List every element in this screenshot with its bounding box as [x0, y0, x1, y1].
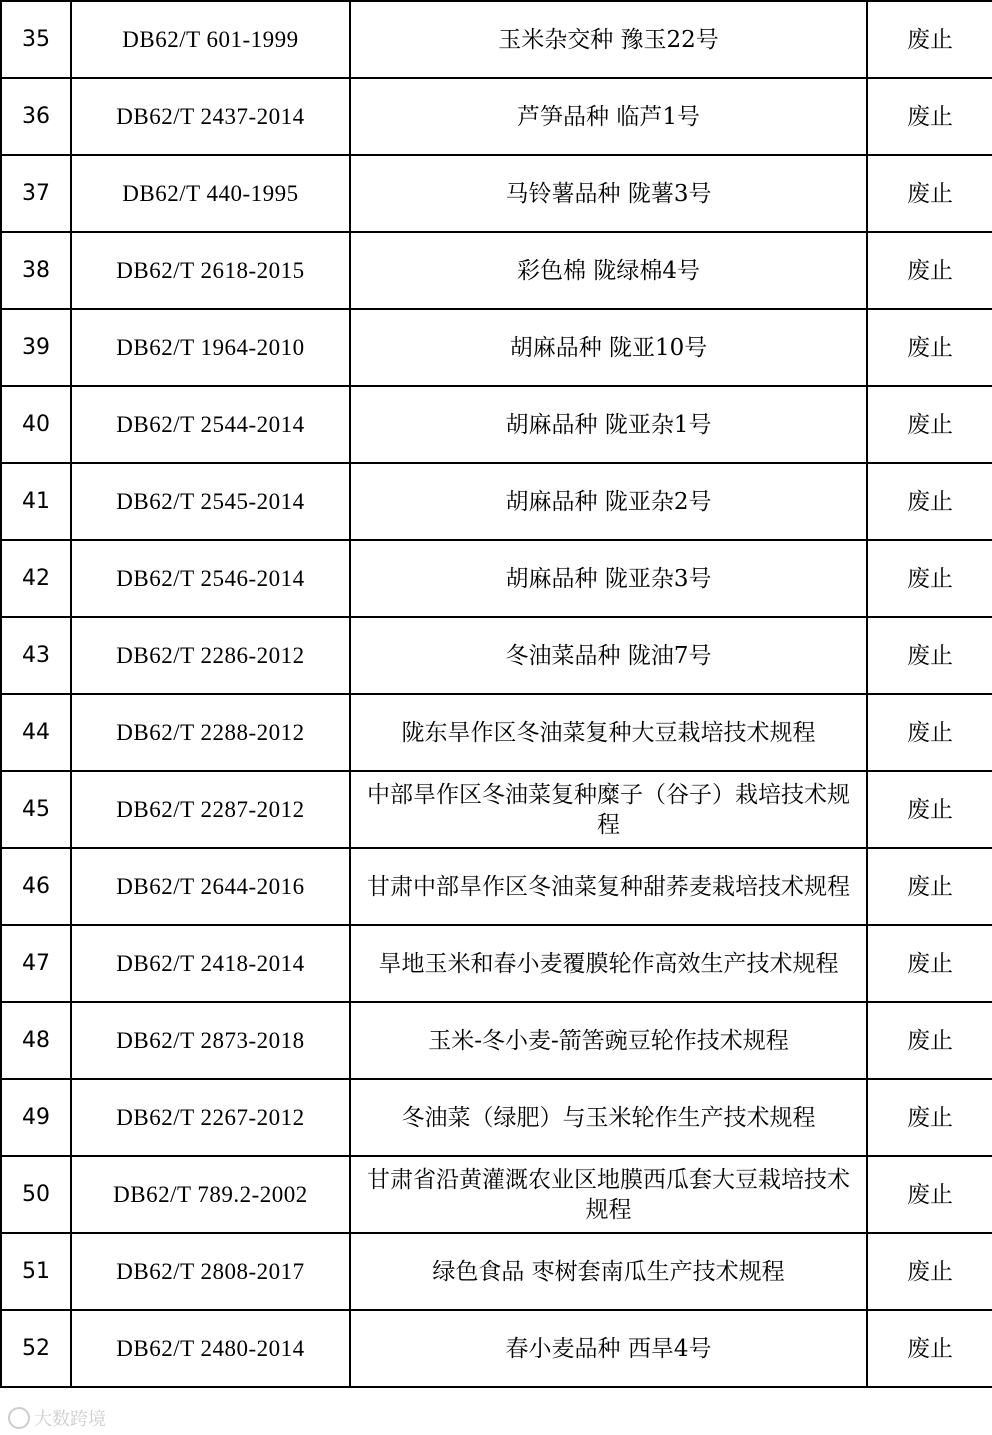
standard-code-cell: DB62/T 2267-2012 — [71, 1079, 350, 1156]
status-cell: 废止 — [867, 309, 992, 386]
standard-name-cell: 玉米杂交种 豫玉22号 — [350, 1, 867, 78]
table-row — [1, 694, 992, 771]
table-row — [1, 1002, 992, 1079]
status-cell: 废止 — [867, 1310, 992, 1387]
status-cell: 废止 — [867, 232, 992, 309]
row-number-cell: 49 — [1, 1079, 71, 1156]
standard-code-cell: DB62/T 2437-2014 — [71, 78, 350, 155]
standard-code-cell: DB62/T 2545-2014 — [71, 463, 350, 540]
row-number-cell: 35 — [1, 1, 71, 78]
standard-name-cell: 甘肃省沿黄灌溉农业区地膜西瓜套大豆栽培技术规程 — [350, 1156, 867, 1233]
status-cell: 废止 — [867, 78, 992, 155]
table-row — [1, 771, 992, 848]
status-cell: 废止 — [867, 155, 992, 232]
standard-name-cell: 胡麻品种 陇亚杂1号 — [350, 386, 867, 463]
standard-code-cell: DB62/T 2287-2012 — [71, 771, 350, 848]
standard-name-cell: 马铃薯品种 陇薯3号 — [350, 155, 867, 232]
table-row — [1, 1310, 992, 1387]
table-body — [1, 1, 992, 1387]
standard-name-cell: 中部旱作区冬油菜复种糜子（谷子）栽培技术规程 — [350, 771, 867, 848]
standard-code-cell: DB62/T 2288-2012 — [71, 694, 350, 771]
table-row — [1, 925, 992, 1002]
row-number-cell: 45 — [1, 771, 71, 848]
standard-code-cell: DB62/T 2873-2018 — [71, 1002, 350, 1079]
standard-name-cell: 甘肃中部旱作区冬油菜复种甜荞麦栽培技术规程 — [350, 848, 867, 925]
status-cell: 废止 — [867, 540, 992, 617]
status-cell: 废止 — [867, 1079, 992, 1156]
status-cell: 废止 — [867, 1002, 992, 1079]
row-number-cell: 44 — [1, 694, 71, 771]
table-row — [1, 309, 992, 386]
row-number-cell: 36 — [1, 78, 71, 155]
standard-code-cell: DB62/T 2644-2016 — [71, 848, 350, 925]
standard-code-cell: DB62/T 440-1995 — [71, 155, 350, 232]
status-cell: 废止 — [867, 1233, 992, 1310]
row-number-cell: 52 — [1, 1310, 71, 1387]
standard-name-cell: 彩色棉 陇绿棉4号 — [350, 232, 867, 309]
status-cell: 废止 — [867, 925, 992, 1002]
status-cell: 废止 — [867, 771, 992, 848]
row-number-cell: 37 — [1, 155, 71, 232]
row-number-cell: 38 — [1, 232, 71, 309]
standard-name-cell: 旱地玉米和春小麦覆膜轮作高效生产技术规程 — [350, 925, 867, 1002]
standard-code-cell: DB62/T 2618-2015 — [71, 232, 350, 309]
standard-name-cell: 冬油菜品种 陇油7号 — [350, 617, 867, 694]
row-number-cell: 40 — [1, 386, 71, 463]
table-row — [1, 617, 992, 694]
standard-code-cell: DB62/T 1964-2010 — [71, 309, 350, 386]
standard-code-cell: DB62/T 601-1999 — [71, 1, 350, 78]
row-number-cell: 51 — [1, 1233, 71, 1310]
status-cell: 废止 — [867, 694, 992, 771]
standard-name-cell: 陇东旱作区冬油菜复种大豆栽培技术规程 — [350, 694, 867, 771]
status-cell: 废止 — [867, 848, 992, 925]
row-number-cell: 50 — [1, 1156, 71, 1233]
standard-name-cell: 胡麻品种 陇亚杂3号 — [350, 540, 867, 617]
table-row — [1, 540, 992, 617]
standard-name-cell: 绿色食品 枣树套南瓜生产技术规程 — [350, 1233, 867, 1310]
standard-code-cell: DB62/T 789.2-2002 — [71, 1156, 350, 1233]
standard-name-cell: 玉米-冬小麦-箭筈豌豆轮作技术规程 — [350, 1002, 867, 1079]
status-cell: 废止 — [867, 617, 992, 694]
row-number-cell: 42 — [1, 540, 71, 617]
status-cell: 废止 — [867, 1156, 992, 1233]
standard-name-cell: 芦笋品种 临芦1号 — [350, 78, 867, 155]
standard-name-cell: 冬油菜（绿肥）与玉米轮作生产技术规程 — [350, 1079, 867, 1156]
table-row — [1, 78, 992, 155]
watermark — [8, 1405, 106, 1431]
standard-code-cell: DB62/T 2808-2017 — [71, 1233, 350, 1310]
standard-code-cell: DB62/T 2546-2014 — [71, 540, 350, 617]
table-row — [1, 1079, 992, 1156]
standard-name-cell: 胡麻品种 陇亚杂2号 — [350, 463, 867, 540]
status-cell: 废止 — [867, 1, 992, 78]
table-row — [1, 848, 992, 925]
standard-code-cell: DB62/T 2544-2014 — [71, 386, 350, 463]
row-number-cell: 46 — [1, 848, 71, 925]
standard-code-cell: DB62/T 2286-2012 — [71, 617, 350, 694]
table-row — [1, 463, 992, 540]
status-cell: 废止 — [867, 463, 992, 540]
standard-name-cell: 春小麦品种 西旱4号 — [350, 1310, 867, 1387]
standard-name-cell: 胡麻品种 陇亚10号 — [350, 309, 867, 386]
row-number-cell: 47 — [1, 925, 71, 1002]
table-row — [1, 232, 992, 309]
table-row — [1, 1, 992, 78]
table-row — [1, 1233, 992, 1310]
row-number-cell: 48 — [1, 1002, 71, 1079]
table-row — [1, 1156, 992, 1233]
standard-code-cell: DB62/T 2418-2014 — [71, 925, 350, 1002]
row-number-cell: 39 — [1, 309, 71, 386]
status-cell: 废止 — [867, 386, 992, 463]
row-number-cell: 43 — [1, 617, 71, 694]
table-row — [1, 386, 992, 463]
watermark-logo-icon — [8, 1407, 30, 1429]
row-number-cell: 41 — [1, 463, 71, 540]
standard-code-cell: DB62/T 2480-2014 — [71, 1310, 350, 1387]
table-row — [1, 155, 992, 232]
watermark-text: 大数跨境 — [34, 1409, 106, 1430]
